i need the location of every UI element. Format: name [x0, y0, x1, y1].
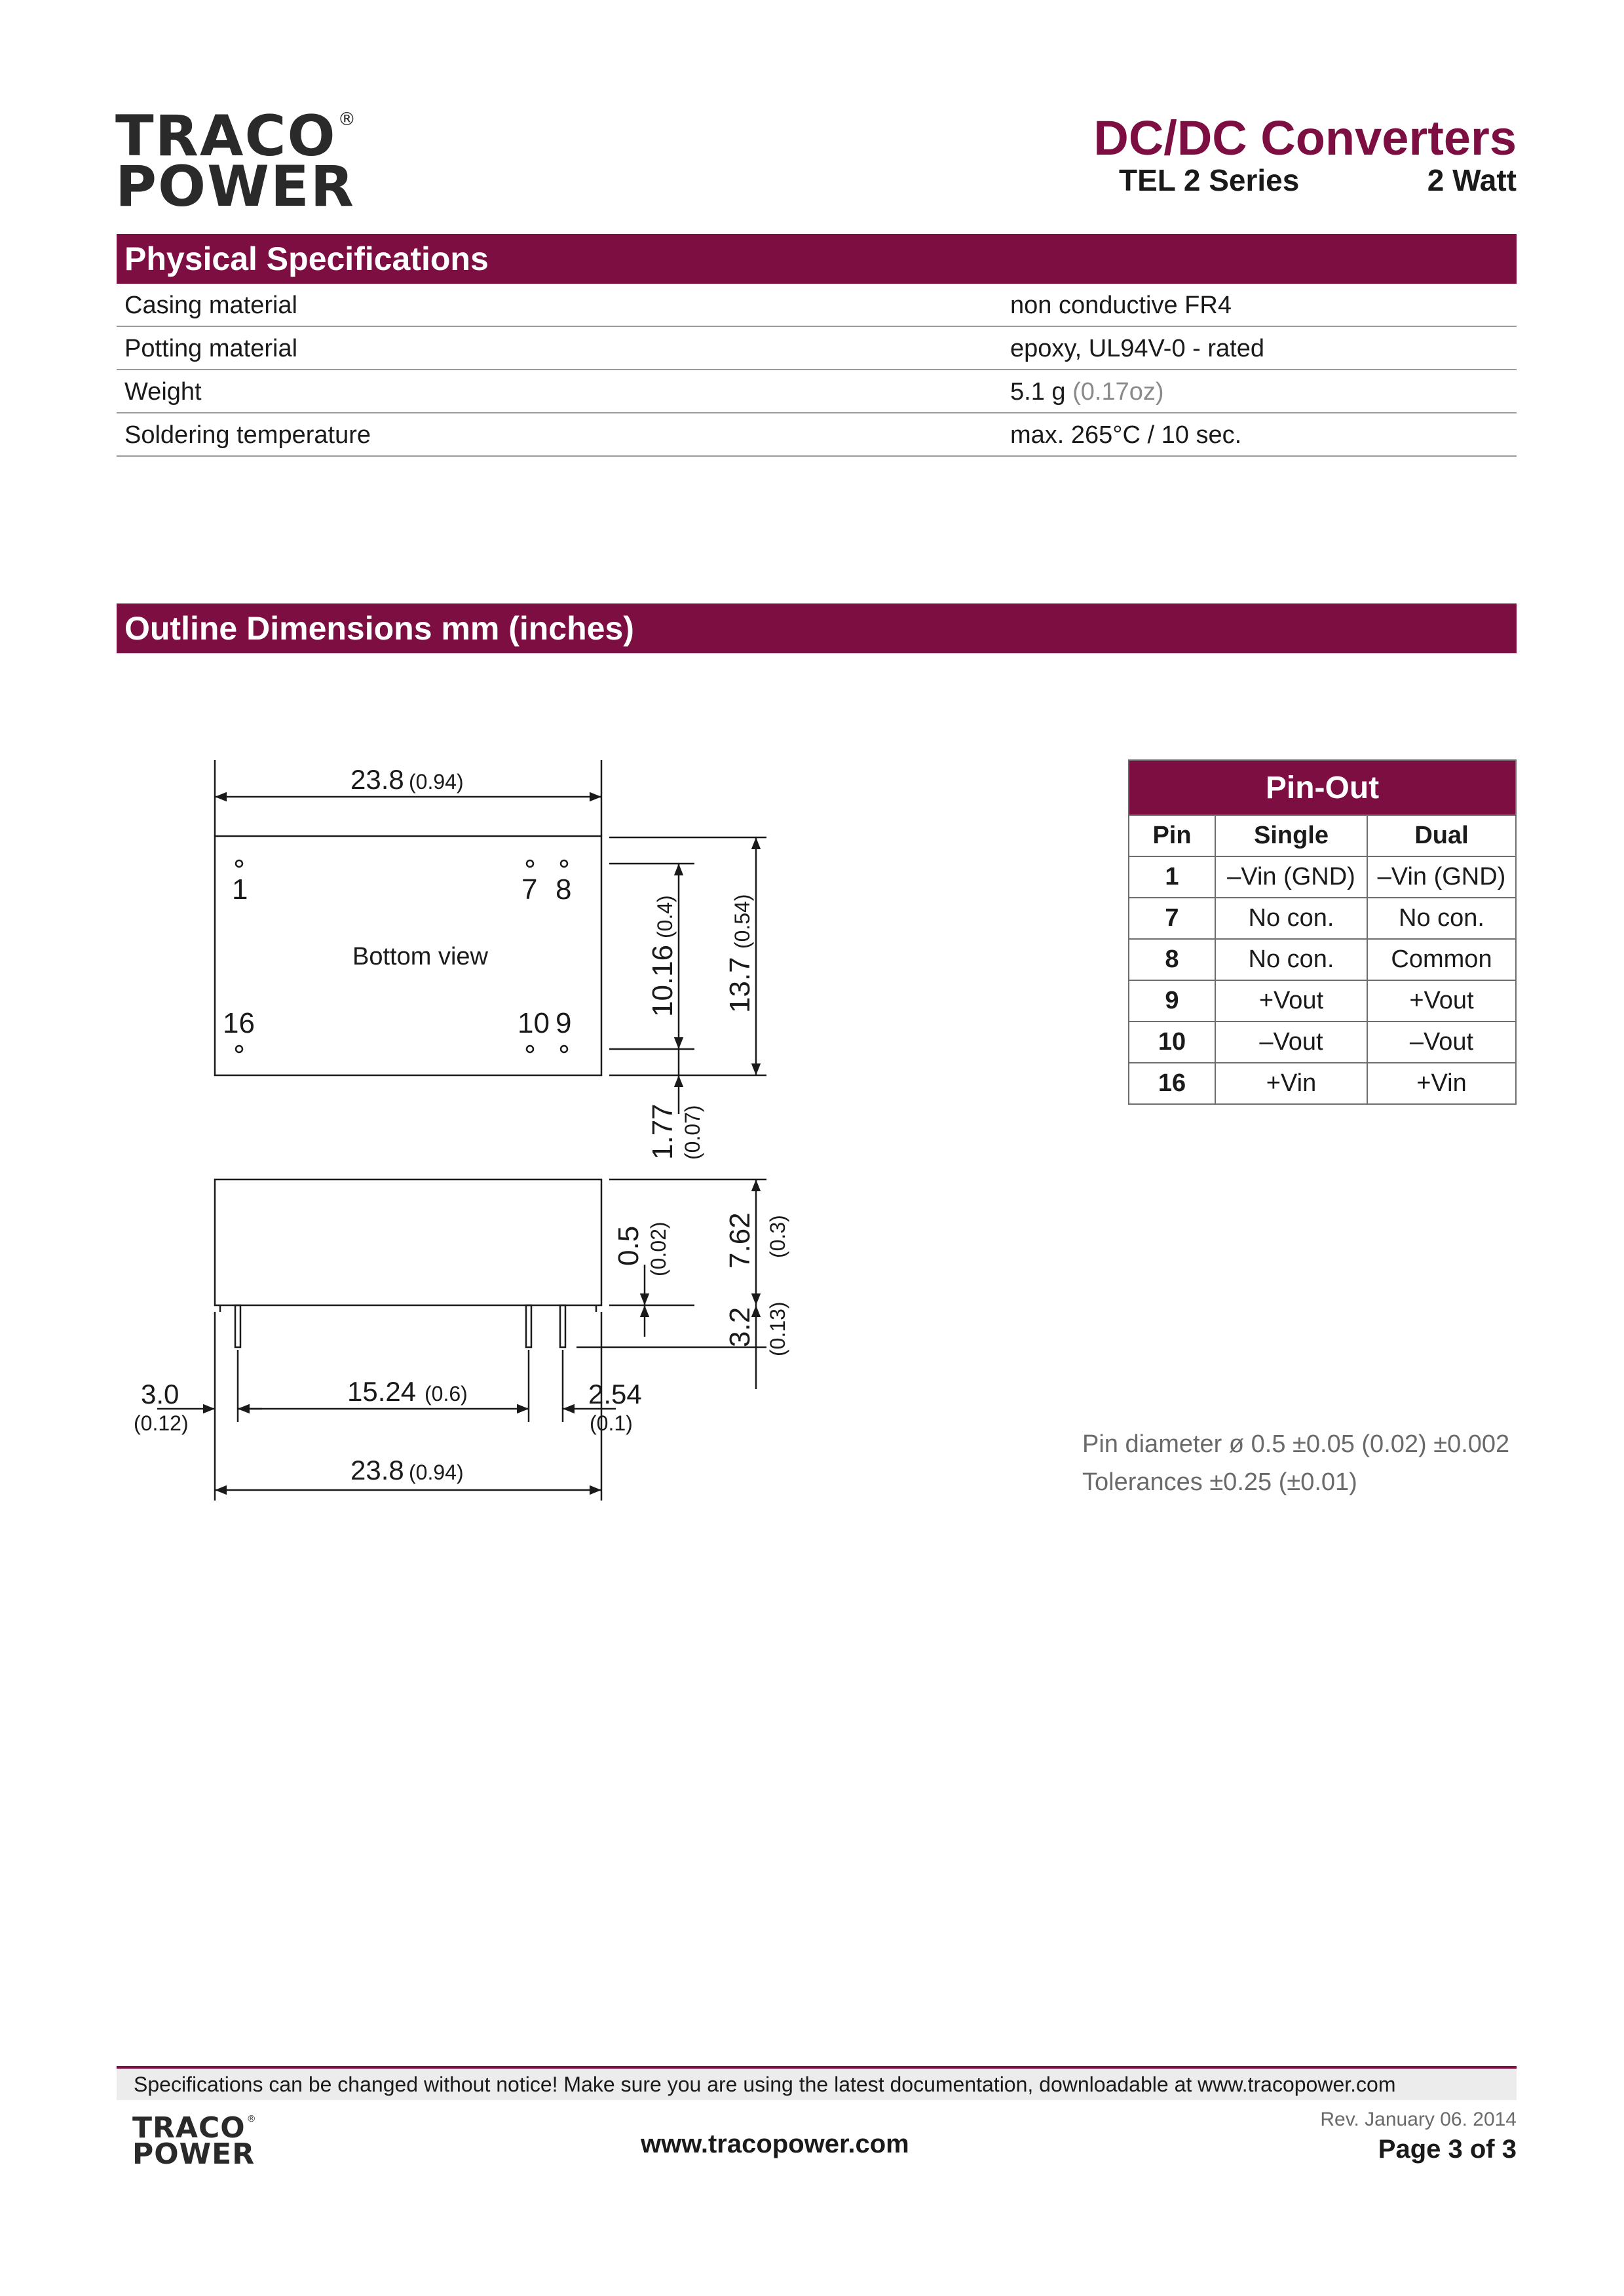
pin [560, 1305, 565, 1347]
pitch-label-inches: (0.6) [425, 1382, 468, 1406]
weight-ounces: (0.17oz) [1072, 378, 1164, 406]
footer-logo-line1: TRACO [132, 2111, 246, 2145]
pin-dual: –Vin (GND) [1367, 856, 1516, 898]
footer-logo [132, 2111, 257, 2171]
spec-label: Soldering temperature [124, 421, 371, 449]
document-title: DC/DC Converters [1093, 111, 1517, 165]
spec-value: max. 265°C / 10 sec. [1010, 421, 1242, 449]
pin [526, 1305, 531, 1347]
pin-gap-label-inches: (0.1) [590, 1411, 633, 1435]
pin-dual: –Vout [1367, 1022, 1516, 1063]
bottom-width-label: 23.8 [350, 1455, 404, 1485]
logo-line1: TRACO [115, 104, 337, 169]
pin-number: 7 [1129, 898, 1215, 939]
pin-hole [236, 860, 242, 867]
table-row [1129, 1022, 1516, 1063]
pinout-header: Single [1215, 815, 1367, 856]
pin-number: 8 [1129, 939, 1215, 980]
pin-dual: +Vout [1367, 980, 1516, 1022]
spec-label: Casing material [124, 292, 297, 319]
pin-length-label-inches: (0.13) [766, 1301, 789, 1356]
pin-hole [561, 860, 567, 867]
pin-label-8: 8 [556, 873, 572, 906]
pin-hole [561, 1046, 567, 1052]
table-row [1129, 898, 1516, 939]
spec-label: Weight [124, 378, 202, 406]
pin [235, 1305, 240, 1347]
pin-gap-label: 2.54 [588, 1379, 642, 1409]
height-label-inches: (0.54) [730, 894, 754, 949]
pin-length-label: 3.2 [724, 1307, 756, 1347]
pin-label-16: 16 [223, 1007, 255, 1039]
width-label-inches: (0.94) [409, 770, 464, 794]
pin-dual: No con. [1367, 898, 1516, 939]
physical-specs-heading: Physical Specifications [117, 234, 1517, 284]
pin-single: +Vin [1215, 1063, 1367, 1104]
pin-label-7: 7 [521, 873, 538, 906]
standoff-label-inches: (0.02) [647, 1221, 670, 1276]
logo-line2: POWER [115, 154, 355, 220]
body-height-label-inches: (0.3) [766, 1215, 789, 1258]
outline-dimensions-heading: Outline Dimensions mm (inches) [117, 603, 1517, 653]
table-row [1129, 980, 1516, 1022]
pinout-caption: Pin-Out [1129, 760, 1516, 815]
pin-label-10: 10 [518, 1007, 550, 1039]
body-height-label: 7.62 [724, 1212, 756, 1269]
pinout-table [1128, 759, 1517, 1105]
pin-dual: Common [1367, 939, 1516, 980]
power-rating: 2 Watt [1427, 163, 1517, 197]
spec-value: non conductive FR4 [1010, 292, 1232, 319]
pin-single: +Vout [1215, 980, 1367, 1022]
edge-label-inches: (0.07) [681, 1105, 704, 1160]
pin-number: 16 [1129, 1063, 1215, 1104]
left-offset-label: 3.0 [141, 1379, 179, 1409]
footer-website-link[interactable]: www.tracopower.com [641, 2130, 909, 2158]
revision-date: Rev. January 06. 2014 [1320, 2109, 1517, 2130]
pin-hole [236, 1046, 242, 1052]
standoff-label: 0.5 [613, 1225, 645, 1266]
table-row [1129, 939, 1516, 980]
weight-value: 5.1 g [1010, 378, 1066, 406]
pitch-label: 15.24 [347, 1376, 417, 1407]
bottom-view-label: Bottom view [352, 943, 488, 970]
pin-single: –Vout [1215, 1022, 1367, 1063]
table-row [1129, 856, 1516, 898]
spec-value: epoxy, UL94V-0 - rated [1010, 335, 1264, 362]
footer-logo-registered-mark: ® [246, 2114, 257, 2124]
pin-span-label-inches: (0.4) [653, 895, 677, 938]
spec-label: Potting material [124, 335, 298, 362]
tolerances-note: Tolerances ±0.25 (±0.01) [1082, 1468, 1357, 1496]
series-name: TEL 2 Series [1119, 163, 1300, 197]
pin-number: 10 [1129, 1022, 1215, 1063]
pin-hole [527, 1046, 533, 1052]
pin-diameter-note: Pin diameter ø 0.5 ±0.05 (0.02) ±0.002 [1082, 1430, 1510, 1458]
pinout-header: Dual [1367, 815, 1516, 856]
pin-number: 1 [1129, 856, 1215, 898]
pin-hole [527, 860, 533, 867]
pin-span-label: 10.16 [647, 944, 679, 1017]
side-view-outline [215, 1179, 601, 1305]
pin-number: 9 [1129, 980, 1215, 1022]
logo-registered-mark: ® [337, 109, 358, 130]
edge-label: 1.77 [647, 1103, 679, 1160]
pin-single: No con. [1215, 898, 1367, 939]
pin-single: No con. [1215, 939, 1367, 980]
footer-notice: Specifications can be changed without notice! Make sure you are using the latest documentation, downloadable at www.tracopower.com [117, 2066, 1517, 2100]
pinout-header: Pin [1129, 815, 1215, 856]
width-label: 23.8 [350, 764, 404, 795]
footer-logo-line2: POWER [132, 2137, 255, 2171]
bottom-width-label-inches: (0.94) [409, 1461, 464, 1484]
left-offset-label-inches: (0.12) [134, 1411, 189, 1435]
pin-label-9: 9 [556, 1007, 572, 1039]
pin-label-1: 1 [232, 873, 248, 906]
page-number: Page 3 of 3 [1378, 2135, 1517, 2164]
height-label: 13.7 [724, 957, 756, 1013]
table-row [1129, 1063, 1516, 1104]
pin-dual: +Vin [1367, 1063, 1516, 1104]
pin-single: –Vin (GND) [1215, 856, 1367, 898]
